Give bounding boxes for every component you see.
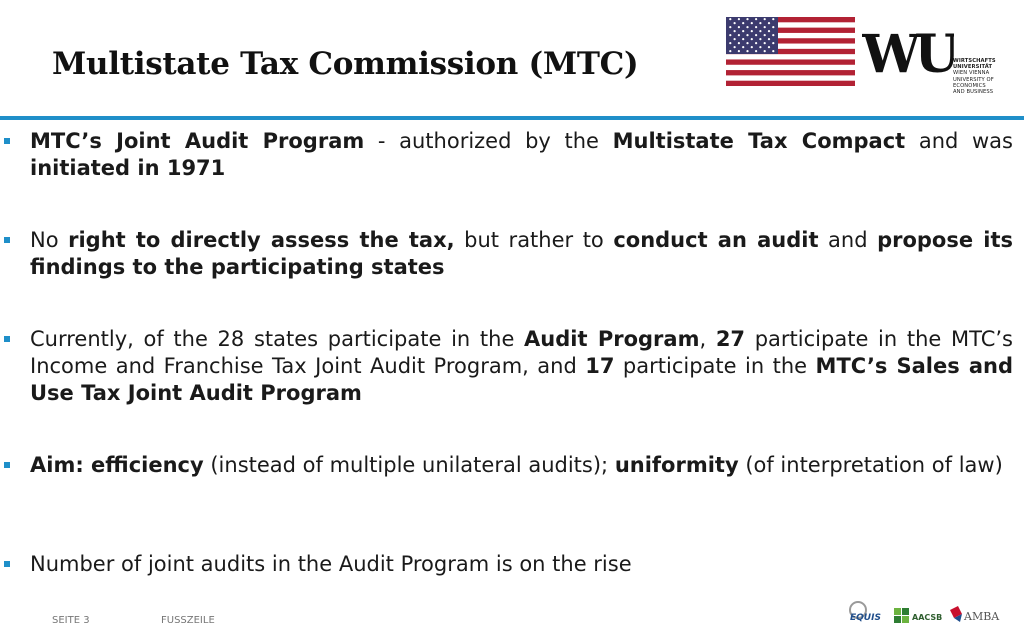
wu-line: AND BUSINESS: [953, 89, 994, 96]
bullet-text: Number of joint audits in the Audit Program is on the rise: [30, 552, 632, 576]
bullet-bold-text: Audit Program: [524, 327, 700, 351]
bullet-bold-text: right to directly assess the tax,: [68, 228, 455, 252]
bullet-audit-program: [30, 128, 1013, 182]
bullet-bold-text: Aim: efficiency: [30, 453, 204, 477]
footer-label: FUSSZEILE: [161, 615, 215, 626]
bullet-joint-audits-rise: [30, 551, 1013, 578]
bullet-text: Currently, of the 28 states participate in the: [30, 327, 525, 351]
bullet-text: and: [818, 228, 878, 252]
bullet-text: (instead of multiple unilateral audits);: [203, 453, 615, 477]
accreditation-logos: [846, 598, 1006, 628]
wu-line: UNIVERSITÄT: [953, 64, 993, 71]
bullet-bold-text: MTC’s Sales and Use Tax Joint Audit Program: [30, 354, 1013, 405]
bullet-bold-text: propose its findings to the participating states: [30, 228, 1014, 279]
bullet-bold-text: Multistate Tax Compact: [612, 129, 906, 153]
wu-line: ECONOMICS: [953, 82, 986, 89]
bullet-bold-text: MTC’s Joint Audit Program: [30, 129, 365, 153]
wu-line: WIEN VIENNA: [953, 70, 990, 77]
footer-page-number: SEITE 3: [52, 615, 90, 626]
aacsb-label: AACSB: [912, 613, 943, 622]
bullet-text: (of interpretation of law): [738, 453, 1003, 477]
bullet-text: ,: [699, 327, 716, 351]
bullet-no-assess-right: [30, 227, 1013, 281]
bullet-text: and was: [905, 129, 1013, 153]
wu-line: WIRTSCHAFTS: [953, 58, 996, 64]
bullet-aim: [30, 452, 1013, 479]
header-divider: [0, 116, 1024, 120]
amba-logo-icon: [950, 606, 1000, 623]
bullet-text: participate in the: [614, 354, 816, 378]
bullet-bold-text: 27: [715, 327, 746, 351]
equis-logo-icon: [850, 602, 881, 623]
bullet-text: - authorized by the: [364, 129, 613, 153]
wu-line: UNIVERSITY OF: [953, 76, 994, 83]
slide-title: Multistate Tax Commission (MTC): [52, 46, 639, 82]
us-flag-icon: [726, 17, 855, 86]
wu-logo-mark: WU: [862, 26, 954, 80]
wu-logo-text: [953, 58, 1023, 95]
bullet-bold-text: uniformity: [614, 453, 739, 477]
bullet-text: but rather to: [454, 228, 614, 252]
bullet-participating-states: [30, 326, 1013, 407]
bullet-text: participate in the MTC’s Income and Franchise Tax Joint Audit Program, and: [30, 327, 1013, 378]
equis-label: EQUIS: [850, 613, 881, 623]
amba-label: AMBA: [964, 610, 1000, 623]
bullet-text: No: [30, 228, 69, 252]
wu-logo-icon: [862, 26, 954, 80]
bullet-bold-text: conduct an audit: [613, 228, 819, 252]
bullet-bold-text: 17: [585, 354, 615, 378]
aacsb-logo-icon: [894, 608, 942, 623]
bullet-bold-text: initiated in 1971: [30, 156, 226, 180]
